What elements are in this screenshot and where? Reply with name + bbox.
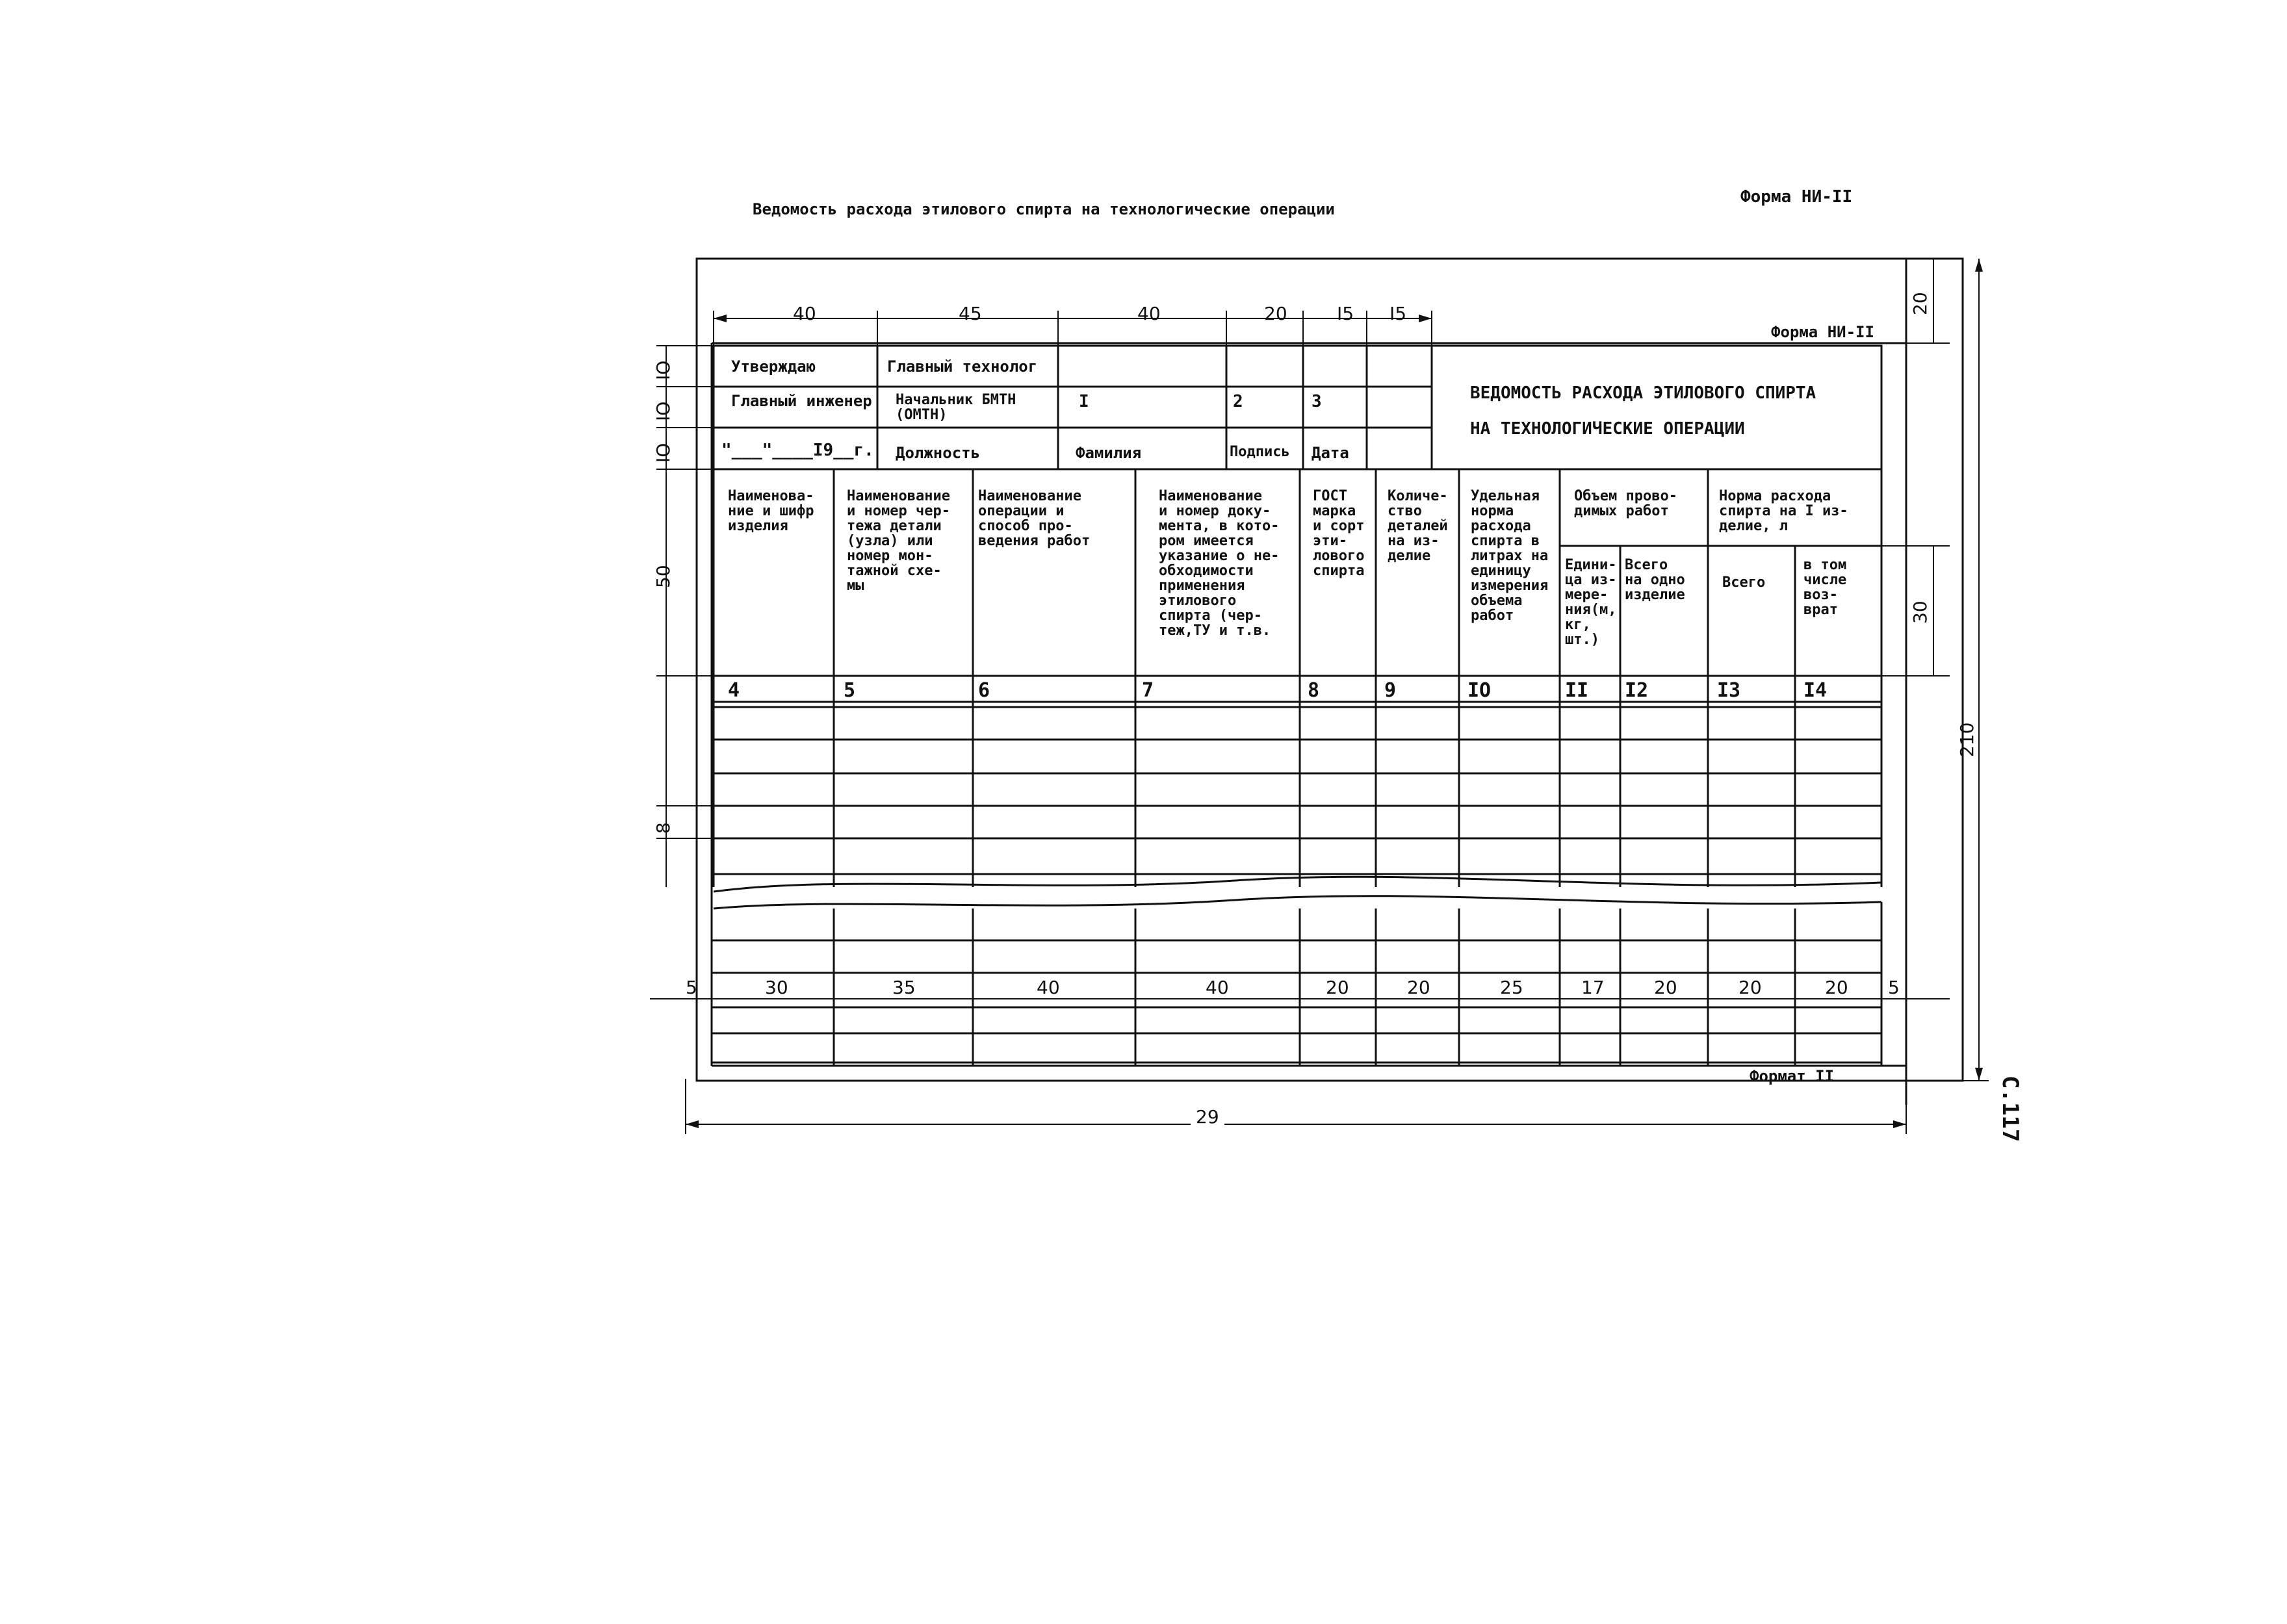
format-label: Формат II [1750, 1067, 1835, 1085]
group-norma-header: Норма расхода спирта на I из- делие, л [1719, 488, 1848, 534]
inner-form-label: Форма НИ-II [1771, 323, 1874, 341]
col14-number: I4 [1803, 679, 1828, 702]
top-dim-3: 40 [1137, 303, 1161, 324]
total-width-dim: 29 [1191, 1106, 1224, 1128]
top-dim-1: 40 [793, 303, 816, 324]
title-line2: НА ТЕХНОЛОГИЧЕСКИЕ ОПЕРАЦИИ [1470, 419, 1745, 439]
bottom-dim-5: 20 [1326, 977, 1349, 998]
col14-header: в том числе воз- врат [1803, 557, 1847, 618]
col7-header: Наименование и номер доку- мента, в кото- ром имеется указание о не- обходимости применения этилового спирта (чер- теж,ТУ и т.в. [1159, 488, 1280, 639]
left-dim-1: IO [653, 360, 674, 380]
approval-data: Дата [1311, 444, 1349, 462]
top-dim-4: 20 [1264, 303, 1287, 324]
bottom-dim-3: 40 [1037, 977, 1060, 998]
top-dim-6: I5 [1389, 303, 1407, 324]
col5-number: 5 [844, 679, 856, 702]
approval-date-line: "___"____I9__г. [721, 441, 874, 460]
bottom-dim-right: 5 [1888, 977, 1900, 998]
col10-number: IO [1467, 679, 1492, 702]
left-dim-5: 8 [653, 822, 674, 834]
col8-number: 8 [1308, 679, 1320, 702]
bottom-dim-4: 40 [1206, 977, 1229, 998]
col9-number: 9 [1384, 679, 1397, 702]
col13-header: Всего [1722, 574, 1766, 591]
col6-header: Наименование операции и способ про- ведения работ [978, 488, 1091, 549]
approval-nachalnik: Начальник БМТН (ОМТН) [896, 392, 1016, 423]
page-form-label: Форма НИ-II [1740, 187, 1853, 207]
bottom-dim-2: 35 [892, 977, 916, 998]
col10-header: Удельная норма расхода спирта в литрах на единицу измерения объема работ [1471, 488, 1549, 624]
right-dim-total: 210 [1956, 722, 1978, 757]
bottom-dim-left: 5 [686, 977, 697, 998]
approval-num1: I [1079, 392, 1089, 411]
bottom-dim-9: 20 [1654, 977, 1677, 998]
page-number: С.117 [1997, 1076, 2023, 1142]
approval-utverzhdayu: Утверждаю [731, 357, 816, 376]
approval-dolzhnost: Должность [896, 444, 981, 462]
approval-familiya: Фамилия [1076, 444, 1142, 462]
left-dim-2: IO [653, 401, 674, 421]
col6-number: 6 [978, 679, 990, 702]
col11-number: II [1565, 679, 1589, 702]
col11-header: Едини- ца из- мере- ния(м, кг, шт.) [1565, 557, 1617, 648]
right-dim-top: 20 [1909, 292, 1931, 315]
approval-glavny-inzhener: Главный инженер [731, 392, 872, 410]
approval-glavny-tekhnolog: Главный технолог [887, 357, 1038, 376]
col13-number: I3 [1717, 679, 1741, 702]
col9-header: Количе- ство деталей на из- делие [1388, 488, 1448, 564]
bottom-dim-6: 20 [1407, 977, 1430, 998]
approval-num2: 2 [1233, 392, 1243, 411]
title-line1: ВЕДОМОСТЬ РАСХОДА ЭТИЛОВОГО СПИРТА [1470, 383, 1816, 403]
bottom-dim-1: 30 [765, 977, 788, 998]
bottom-dim-10: 20 [1738, 977, 1762, 998]
left-dim-4: 50 [653, 565, 674, 588]
left-dim-3: IO [653, 443, 674, 463]
col4-header: Наименова- ние и шифр изделия [728, 488, 814, 534]
col12-header: Всего на одно изделие [1625, 557, 1685, 603]
bottom-dim-11: 20 [1825, 977, 1848, 998]
right-dim-mid: 30 [1909, 600, 1931, 624]
bottom-dim-7: 25 [1500, 977, 1523, 998]
group-obem-header: Объем прово- димых работ [1574, 488, 1677, 519]
col4-number: 4 [728, 679, 740, 702]
top-dim-2: 45 [959, 303, 982, 324]
col5-header: Наименование и номер чер- тежа детали (узла) или номер мон- тажной схе- мы [847, 488, 950, 594]
approval-num3: 3 [1311, 392, 1322, 411]
col12-number: I2 [1625, 679, 1649, 702]
col7-number: 7 [1142, 679, 1154, 702]
col8-header: ГОСТ марка и сорт эти- лового спирта [1313, 488, 1365, 579]
bottom-dim-8: 17 [1581, 977, 1605, 998]
page-caption: Ведомость расхода этилового спирта на технологические операции [753, 200, 1335, 218]
top-dim-5: I5 [1337, 303, 1354, 324]
approval-podpis: Подпись [1230, 444, 1290, 460]
